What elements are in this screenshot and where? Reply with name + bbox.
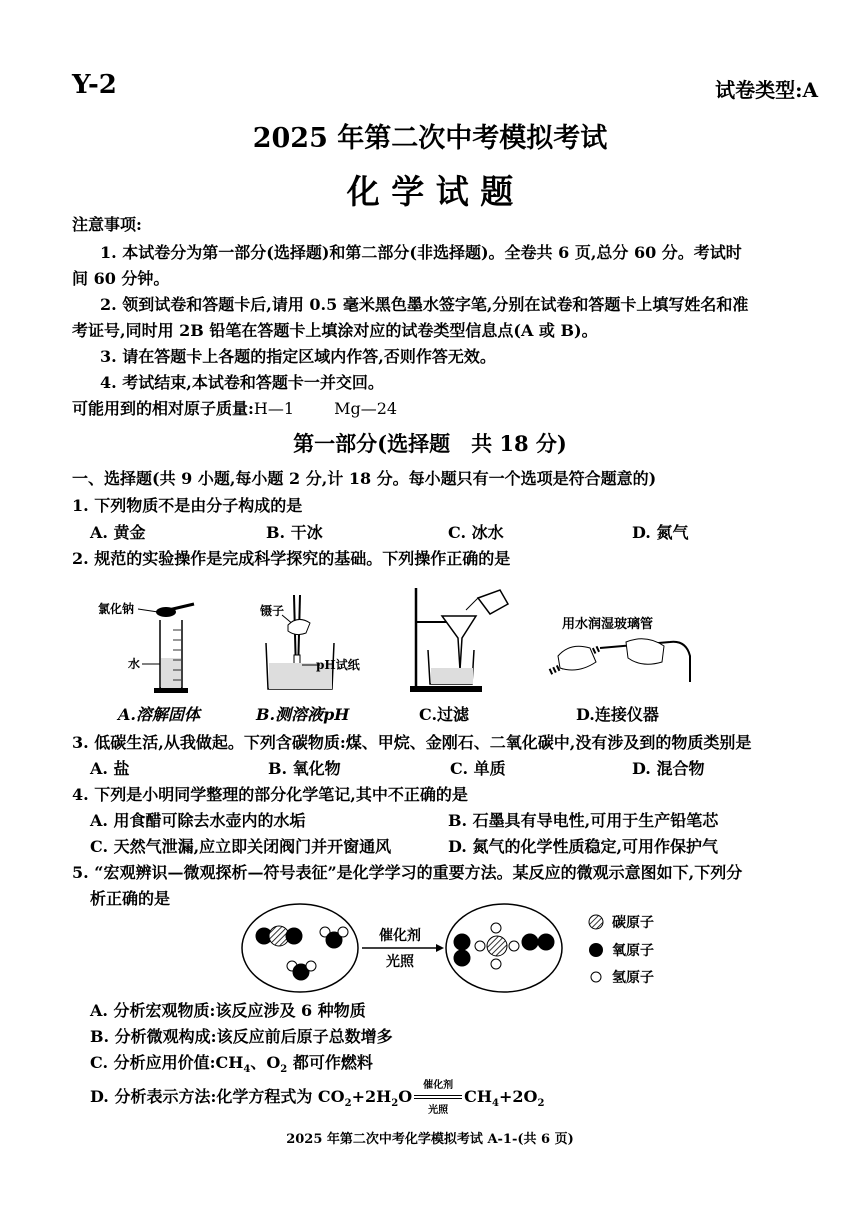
q5-d-mid: +2H — [351, 1087, 392, 1106]
eq-catalyst: 催化剂 — [423, 1079, 454, 1091]
right-hand-icon — [626, 639, 664, 664]
q4-option-b[interactable]: B. 石墨具有导电性,可用于生产铅笔芯 — [448, 811, 719, 830]
q3-option-c[interactable]: C. 单质 — [450, 759, 506, 778]
hydrogen-atom — [491, 923, 501, 933]
q1-option-d[interactable]: D. 氮气 — [632, 523, 689, 542]
q5-c-sub2: 2 — [280, 1064, 288, 1076]
q5-c-suffix: 都可作燃料 — [287, 1053, 373, 1072]
q1-stem: 1. 下列物质不是由分子构成的是 — [72, 496, 303, 515]
q3-option-d[interactable]: D. 混合物 — [632, 759, 705, 778]
label-wet-tube: 用水润湿玻璃管 — [562, 617, 654, 632]
atomic-mass-line — [72, 396, 397, 419]
cylinder-base — [154, 688, 188, 693]
notice-item-3: 3. 请在答题卡上各题的指定区域内作答,否则作答无效。 — [100, 347, 496, 366]
q1-option-a[interactable]: A. 黄金 — [90, 523, 146, 542]
q3-stem: 3. 低碳生活,从我做起。下列含碳物质:煤、甲烷、金刚石、二氧化碳中,没有涉及到的物质类别是 — [72, 733, 752, 752]
co2-molecule — [256, 926, 302, 946]
q5-d-sub3: 4 — [492, 1098, 499, 1110]
liquid-stream — [466, 598, 478, 610]
q4-option-c[interactable]: C. 天然气泄漏,应立即关闭阀门并开窗通风 — [90, 837, 392, 856]
notice-item-1: 1. 本试卷分为第一部分(选择题)和第二部分(非选择题)。全卷共 6 页,总分 60 分。考试时 — [100, 243, 742, 262]
q5-c-mid: 、O — [250, 1053, 281, 1072]
q3-option-b[interactable]: B. 氧化物 — [268, 759, 341, 778]
q3-option-a[interactable]: A. 盐 — [90, 759, 130, 778]
q5-stem: 5. “宏观辨识—微观探析—符号表征”是化学学习的重要方法。某反应的微观示意图如下,下列分 — [72, 863, 743, 882]
eq-line — [414, 1095, 462, 1096]
atomic-mass-mg: Mg—24 — [334, 399, 398, 418]
arrow-head-icon — [436, 944, 444, 952]
notice-heading: 注意事项: — [72, 215, 142, 234]
legend-oxygen: 氧原子 — [612, 943, 654, 959]
q5-d-o: O — [398, 1087, 413, 1106]
hand-icon — [288, 619, 310, 634]
q5-option-b[interactable]: B. 分析微观构成:该反应前后原子总数增多 — [90, 1027, 393, 1046]
label-tweezers: 镊子 — [260, 604, 285, 618]
equation-condition — [414, 1079, 462, 1116]
pouring-beaker-icon — [478, 590, 508, 614]
notice-item-4: 4. 考试结束,本试卷和答题卡一并交回。 — [100, 373, 384, 392]
paper-code: Y-2 — [72, 70, 117, 100]
q5-option-c[interactable] — [90, 1050, 373, 1075]
figure-connect-apparatus — [530, 612, 710, 696]
spoon-icon — [156, 607, 176, 617]
q5-d-sub2: 2 — [391, 1098, 399, 1110]
stand-base — [410, 686, 482, 692]
beaker-liquid — [431, 668, 473, 684]
q5-d-prefix: D. 分析表示方法:化学方程式为 CO — [90, 1087, 345, 1106]
hydrogen-atom — [306, 961, 316, 971]
hydrogen-atom — [491, 959, 501, 969]
legend-oxygen-icon — [589, 943, 603, 957]
q4-option-d[interactable]: D. 氮气的化学性质稳定,可用作保护气 — [448, 837, 719, 856]
catalyst-label: 催化剂 — [379, 928, 421, 944]
page-footer: 2025 年第二次中考化学模拟考试 A-1-(共 6 页) — [286, 1132, 574, 1147]
funnel-icon — [442, 616, 476, 670]
section-heading: 一、选择题(共 9 小题,每小题 2 分,计 18 分。每小题只有一个选项是符合题意的) — [72, 469, 657, 488]
q5-option-d[interactable] — [90, 1079, 545, 1116]
part1-heading: 第一部分(选择题 共 18 分) — [293, 431, 567, 456]
q2-stem: 2. 规范的实验操作是完成科学探究的基础。下列操作正确的是 — [72, 549, 511, 568]
notice-item-2-cont: 考证号,同时用 2B 铅笔在答题卡上填涂对应的试卷类型信息点(A 或 B)。 — [72, 321, 598, 340]
q2-option-c[interactable]: C.过滤 — [419, 705, 470, 724]
notice-item-2: 2. 领到试卷和答题卡后,请用 0.5 毫米黑色墨水签字笔,分别在试卷和答题卡上填写姓名和准 — [100, 295, 749, 314]
q5-d-sub1: 2 — [344, 1098, 352, 1110]
legend-carbon: 碳原子 — [612, 915, 654, 931]
q2-option-a[interactable]: A.溶解固体 — [118, 705, 200, 724]
figure-dissolve-solid — [90, 590, 210, 700]
eq-line — [414, 1098, 462, 1099]
q5-d-o2: +2O — [498, 1087, 538, 1106]
oxygen-atom — [522, 934, 538, 950]
q2-option-d[interactable]: D.连接仪器 — [576, 705, 659, 724]
carbon-atom — [487, 936, 507, 956]
oxygen-atom — [286, 928, 302, 944]
label-nacl: 氯化钠 — [98, 602, 135, 616]
eq-light: 光照 — [428, 1104, 449, 1116]
paper-type: 试卷类型:A — [715, 78, 818, 102]
q5-option-a[interactable]: A. 分析宏观物质:该反应涉及 6 种物质 — [90, 1001, 366, 1020]
q2-option-b[interactable]: B.测溶液pH — [256, 705, 350, 724]
figure-reaction-micro — [240, 900, 700, 996]
cylinder-water — [161, 658, 181, 688]
notice-item-1-cont: 间 60 分钟。 — [72, 269, 170, 288]
leader-line — [138, 609, 158, 612]
figure-ph-test — [250, 585, 380, 695]
q4-stem: 4. 下列是小明同学整理的部分化学笔记,其中不正确的是 — [72, 785, 468, 804]
legend-carbon-icon — [589, 915, 603, 929]
q5-d-ch: CH — [464, 1087, 492, 1106]
light-label: 光照 — [386, 954, 414, 970]
label-ph-paper: pH试纸 — [316, 658, 360, 672]
figure-filtration — [410, 582, 520, 694]
subject-title: 化 学 试 题 — [346, 172, 514, 211]
q1-option-c[interactable]: C. 冰水 — [448, 523, 504, 542]
exam-title: 2025 年第二次中考模拟考试 — [252, 123, 608, 154]
oxygen-atom — [454, 950, 470, 966]
q4-option-a[interactable]: A. 用食醋可除去水壶内的水垢 — [90, 811, 306, 830]
hydrogen-atom — [338, 927, 348, 937]
q5-c-sub1: 4 — [243, 1064, 251, 1076]
q5-d-sub4: 2 — [537, 1098, 545, 1110]
hydrogen-atom — [509, 941, 519, 951]
atomic-mass-h: H—1 — [253, 399, 295, 418]
legend-hydrogen-icon — [591, 972, 601, 982]
legend-hydrogen: 氢原子 — [612, 970, 654, 986]
q5-c-prefix: C. 分析应用价值:CH — [90, 1053, 244, 1072]
hydrogen-atom — [475, 941, 485, 951]
q1-option-b[interactable]: B. 干冰 — [266, 523, 323, 542]
q5-stem-cont: 析正确的是 — [90, 889, 171, 908]
oxygen-atom — [538, 934, 554, 950]
label-water: 水 — [128, 657, 141, 671]
oxygen-atom — [454, 934, 470, 950]
left-hand-icon — [558, 646, 596, 670]
atomic-mass-label: 可能用到的相对原子质量: — [72, 399, 254, 418]
